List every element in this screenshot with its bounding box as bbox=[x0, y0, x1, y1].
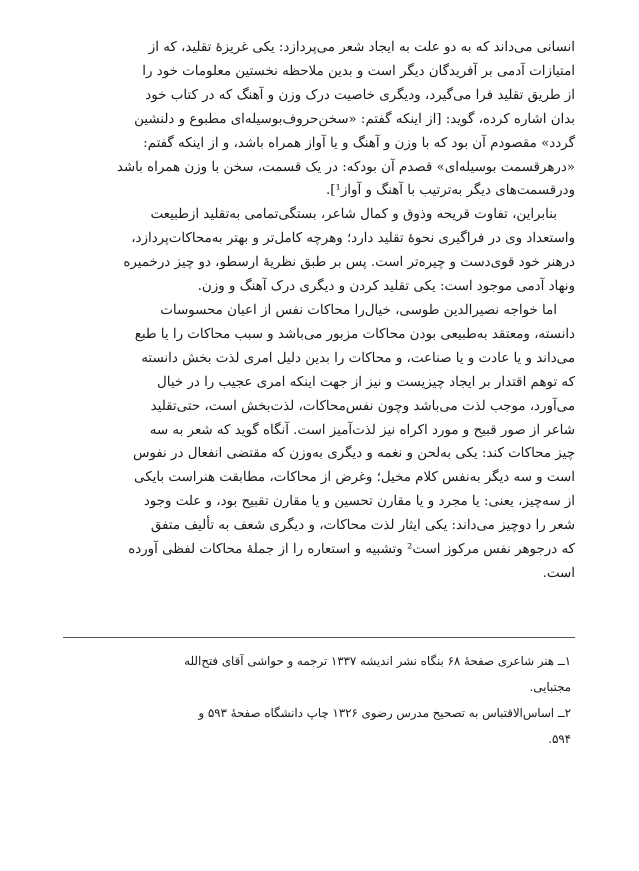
text-line: که درجوهر نفس مرکوز است² وتشبیه و استعاره را از جملهٔ محاکات لفظی آورده bbox=[128, 542, 575, 558]
text-line: می‌آورد، موجب لذت می‌باشد وچون نفس‌محاکات، لذت‌بخش است، حتی‌تقلید bbox=[150, 398, 575, 414]
text-line: امتیازات آدمی بر آفریدگان دیگر است و بدین ملاحظه نخستین معلومات خود را bbox=[142, 63, 575, 79]
page-content bbox=[63, 36, 575, 746]
footnote-2: ۲ــ اساس‌الاقتباس به تصحیح مدرس رضوی ۱۳۲۶ چاپ دانشگاه صفحهٔ ۵۹۳ و bbox=[198, 706, 571, 720]
text-line: درهنر خود قوی‌دست و چیره‌تر است. پس بر طبق نظریهٔ ارسطو، دو چیز درخمیره bbox=[123, 255, 575, 271]
text-line: که توهم اقتدار بر ایجاد چیزیست و نیز از جهت اینکه امری عجیب را در خیال bbox=[157, 374, 575, 390]
text-line: شعر را دوچیز می‌داند: یکی ایثار لذت محاکات، و دیگری شعف به تألیف متفق bbox=[150, 518, 575, 534]
footnote-divider bbox=[63, 637, 575, 638]
text-line: از سه‌چیز، یعنی: یا مجرد و یا مقارن تحسین و یا مقارن تقبیح بود، و علت وجود bbox=[143, 494, 575, 510]
footnotes bbox=[63, 648, 575, 752]
paragraph-aristotle bbox=[63, 36, 575, 203]
text-line: گردد» مقصودم آن بود که با وزن و آهنگ و یا آواز همراه باشد، و از اینکه گفتم: bbox=[143, 135, 575, 151]
text-line: «درهرقسمت بوسیله‌ای» قصدم آن بودکه: در یک قسمت، سخن با وزن همراه باشد bbox=[116, 159, 575, 175]
footnote-1: ۱ــ هنر شاعری صفحهٔ ۶۸ بنگاه نشر اندیشه ۱۳۳۷ ترجمه و حواشی آقای فتح‌الله bbox=[184, 654, 571, 668]
text-line: ونهاد آدمی موجود است: یکی تقلید کردن و دیگری درک آهنگ و وزن. bbox=[197, 279, 575, 295]
text-line: بنابراین، تفاوت قریحه وذوق و کمال شاعر، بستگی‌تمامی به‌تقلید ازطبیعت bbox=[150, 207, 557, 223]
paragraph-tusi bbox=[63, 299, 575, 586]
footnote-2-continuation: ۵۹۴. bbox=[548, 732, 571, 746]
text-line: انسانی می‌داند که به دو علت به ایجاد شعر می‌پردازد: یکی غریزهٔ تقلید، که از bbox=[148, 40, 575, 55]
text-line: است و سه دیگر به‌نفس کلام مخیل؛ وغرض از محاکات، مطابقت هنراست بایکی bbox=[134, 470, 575, 486]
text-line: شاعر از صور قبیح و مورد اکراه نیز لذت‌آمیز است. آنگاه گوید که شعر به سه bbox=[149, 422, 575, 438]
paragraph-talent bbox=[63, 203, 575, 299]
text-line: می‌داند و یا عادت و یا صناعت، و محاکات را بدین دلیل امری لذت بخش دانسته bbox=[141, 350, 575, 366]
text-line: چیز محاکات کند: یکی به‌لحن و نغمه و دیگری به‌وزن که مقتضی انفعال در نفوس bbox=[133, 446, 575, 462]
text-line: واستعداد وی در فراگیری نحوهٔ تقلید دارد؛ وهرچه کامل‌تر و بهتر به‌محاکات‌پردازد، bbox=[131, 231, 575, 247]
text-line: ودرقسمت‌های دیگر به‌ترتیب با آهنگ و آواز¹]. bbox=[325, 183, 575, 199]
text-line: بدان اشاره کرده، گوید: [از اینکه گفتم: «سخن‌حروف‌بوسیله‌ای مطبوع و دلنشین bbox=[134, 111, 575, 127]
text-line: اما خواجه نصیرالدین طوسی، خیال‌را محاکات نفس از اعیان محسوسات bbox=[160, 302, 557, 318]
text-line: است. bbox=[542, 565, 575, 581]
text-line: از طریق تقلید فرا می‌گیرد، ودیگری خاصیت درک وزن و آهنگ که در کتاب خود bbox=[145, 87, 575, 103]
text-line: دانسته، ومعتقد به‌طبیعی بودن محاکات مزبور می‌باشد و سبب محاکات را یا طبع bbox=[134, 326, 575, 342]
footnote-1-continuation: مجتبایی. bbox=[529, 680, 571, 694]
